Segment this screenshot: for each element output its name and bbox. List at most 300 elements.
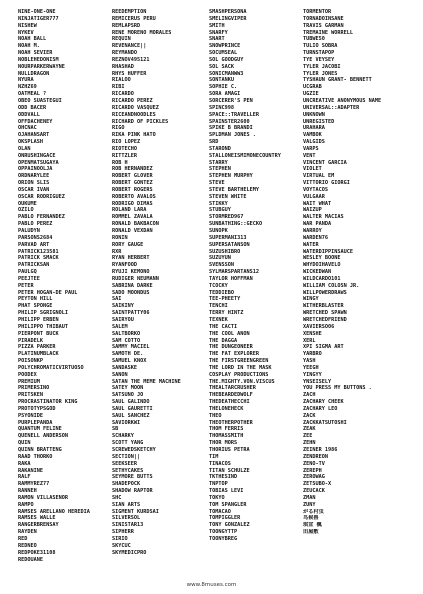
credit-name: SCREWEDSKETCHY — [112, 447, 156, 453]
credit-name: PEYTON HILL — [18, 296, 53, 303]
credit-name: RAAD THORKO — [18, 453, 53, 460]
credit-name: VINCENT GARCIA — [303, 159, 347, 166]
credit-name: ZEUCACK — [303, 488, 325, 495]
credit-name: WINGY — [303, 296, 319, 303]
credit-name: URAHARA — [303, 125, 325, 132]
credit-name: SONICMANWW3 — [209, 70, 244, 77]
credit-name: SUPERSATANSON — [209, 241, 250, 248]
credit-name: RAKA — [18, 460, 31, 467]
credit-name: OZILO — [18, 207, 34, 214]
credit-name: PARVAD ART — [18, 241, 50, 248]
credit-name: UGZIE — [303, 91, 319, 98]
credit-name: SHC — [112, 494, 122, 501]
credit-name: TOBIAS LEVI — [209, 488, 244, 495]
credit-name: WHYDOIHAVELO — [303, 262, 341, 269]
credit-name: WESLEY BOONE — [303, 255, 341, 262]
credit-name: POISONKP — [18, 358, 43, 365]
credit-name: YARBRO — [303, 351, 322, 358]
credit-name: RIGO — [112, 125, 125, 132]
credit-name: THE LORD IN THE MASK — [209, 364, 272, 371]
credit-name: SEEKSEER — [112, 460, 137, 467]
credit-name: OPENMATSUGAYA — [18, 159, 59, 166]
credit-name: SATEY MOON — [112, 385, 144, 392]
credit-name: ZENO-TV — [303, 460, 325, 467]
credit-name: YOU PRESS MY BUTTONS . — [303, 385, 372, 392]
credits-column-1 — [18, 9, 112, 563]
credit-name: SABRINA DARKE — [112, 282, 153, 289]
credit-name: SOL SACK — [209, 63, 234, 70]
credits-column-4 — [303, 9, 409, 536]
credit-name: SKYMEDICPRO — [112, 549, 147, 556]
credit-name: SILVERSOL — [112, 515, 141, 522]
credit-name: TOMPIGGLER — [209, 515, 241, 522]
credit-name: VOYTACOS — [303, 186, 328, 193]
credit-name: SAI — [112, 296, 122, 303]
credit-name: PEEJTEE — [18, 275, 40, 282]
credit-name: NZHZ69 — [18, 84, 37, 91]
credit-name: RONIN — [112, 234, 128, 241]
credit-name: がる村虫 — [303, 508, 324, 515]
credit-name: THE CACTI — [209, 323, 238, 330]
credit-name: SIPHERR — [112, 529, 134, 536]
credit-name: TCOCKY — [209, 282, 228, 289]
credit-name: RIOTECHO — [112, 145, 137, 152]
credit-name: SADO MOONDUS — [112, 289, 150, 296]
credits-column-2 — [112, 9, 205, 557]
credit-name: WALTER MACIAS — [303, 214, 344, 221]
credit-name: TKTHESIND — [209, 474, 238, 481]
credit-name: XPI SIGMA ART — [303, 344, 344, 351]
credit-name: RED — [18, 535, 28, 542]
credit-name: PHAT SPONGE — [18, 303, 53, 310]
credit-name: 琪宣 楓 — [303, 522, 322, 529]
credit-name: RORY GAUGE — [112, 241, 144, 248]
credit-name: NYKEV — [18, 29, 34, 36]
credit-name: YNSEISELY — [303, 378, 332, 385]
credit-name: ROMMEL ZAVALA — [112, 214, 153, 221]
credit-name: SKYCUC — [112, 542, 131, 549]
credit-name: THE.MIGHTY.VON.VISCUS — [209, 378, 275, 385]
credit-name: OSCAR IVAN — [18, 186, 50, 193]
credit-name: SHADEPOCK — [112, 481, 141, 488]
credit-name: PETER HOGAN-DE PAUL — [18, 289, 78, 296]
credit-name: YINGYY — [303, 371, 322, 378]
credit-name: RANNEH — [18, 488, 37, 495]
credit-name: SONTANKU — [209, 77, 234, 84]
credit-name: THOR MORS — [209, 440, 238, 447]
credit-name: TIM — [209, 453, 219, 460]
credit-name: ONRUSHINGACE — [18, 152, 56, 159]
credit-name: TOMACAO — [209, 508, 231, 515]
credit-name: STEPHEN MURPHY — [209, 173, 253, 180]
credit-name: TOM SPANGLER — [209, 501, 247, 508]
credit-name: RENE MORENO MORALES — [112, 29, 172, 36]
credit-name: PROCRASTINATOR KING — [18, 399, 78, 406]
credit-name: RXR — [112, 248, 122, 255]
credit-name: RAMSES WALLE — [18, 515, 56, 522]
credit-name: SATSUNO JO — [112, 392, 144, 399]
credit-name: SECTION|| — [112, 453, 141, 460]
credit-name: WITHERBLASTER — [303, 303, 344, 310]
credit-name: SPAINSTER2600 — [209, 118, 250, 125]
credit-name: THE COOL ANON — [209, 330, 250, 337]
credit-name: THEDEATHECCHI — [209, 399, 250, 406]
credit-name: YEEGH — [303, 364, 319, 371]
credit-name: ZACKKATSUTOSHI — [303, 419, 347, 426]
credit-name: PABLO PEREZ — [18, 221, 53, 228]
credit-name: VARPS — [303, 145, 319, 152]
credit-name: TERRY HINTZ — [209, 310, 244, 317]
credit-name: VITTORIO GIORGI — [303, 180, 350, 187]
credit-name: OJAHANSART — [18, 132, 50, 139]
credit-name: RIKA PINK HATO — [112, 132, 156, 139]
credit-name: WRETCHED SPAWN — [303, 310, 347, 317]
credit-name: RIBI — [112, 84, 125, 91]
credit-name: PIRADELK — [18, 337, 43, 344]
credit-name: REDOUANE — [18, 556, 43, 563]
credit-name: WAR PANDA — [303, 221, 332, 228]
credit-name: SAUL GAURETTI — [112, 405, 153, 412]
credit-name: PLATINUMBLACK — [18, 351, 59, 358]
credit-name: REDPOKE31108 — [18, 549, 56, 556]
credit-name: SIRIO — [112, 535, 128, 542]
credit-name: SAMMY MACIEL — [112, 344, 150, 351]
credit-name: SMELINGVIPER — [209, 15, 247, 22]
credit-name: SHADOW RAPTOR — [112, 488, 153, 495]
credit-name: QUANTUM FELINE — [18, 426, 62, 433]
credit-name: PIERPONT BUCK — [18, 330, 59, 337]
credit-name: ZACHARY CHEEK — [303, 399, 344, 406]
credit-name: PHILIPP ERBEN — [18, 316, 59, 323]
credit-name: ODD BACER — [18, 104, 47, 111]
credit-name: NULLDRAGON — [18, 70, 50, 77]
credit-name: ZACH — [303, 392, 316, 399]
credit-name: SANDASKE — [112, 364, 137, 371]
credit-name: SEYMORE BUTTS — [112, 474, 153, 481]
credit-name: THE DUNGEONEER — [209, 344, 253, 351]
credit-name: SAINTPATTY06 — [112, 310, 150, 317]
credit-name: UNCREATIVE ANONYMOUS NAME — [303, 97, 382, 104]
credit-name: ROB HERNANDEZ — [112, 166, 153, 173]
credit-name: THE DAGGA — [209, 337, 238, 344]
credit-name: RHASHAD — [112, 63, 134, 70]
credit-name: SAIKINY — [112, 303, 134, 310]
credit-name: SPACE::TRAVELLER — [209, 111, 259, 118]
credit-name: TONY GONZALEZ — [209, 522, 250, 529]
credit-name: RAMMYREZ77 — [18, 481, 50, 488]
credit-name: TAYLOR HOFFMAN — [209, 275, 253, 282]
credit-name: SORCERER'S PEN — [209, 97, 253, 104]
credit-name: RICARDO — [112, 91, 134, 98]
credit-name: PATRICKSAN — [18, 262, 50, 269]
credit-name: ROBERT GONTEZ — [112, 180, 153, 187]
credit-name: RICARDO VASQUEZ — [112, 104, 159, 111]
credit-name: VIRTUAL EM — [303, 173, 335, 180]
credit-name: THEOTHERPOTHER — [209, 419, 253, 426]
credit-name: POLYCHROMATICVIRTUOSO — [18, 364, 84, 371]
credit-name: SOCUMSEAL — [209, 50, 238, 57]
credit-name: TOONYBREG — [209, 535, 238, 542]
credit-name: WAIT WHAT — [303, 200, 332, 207]
credit-name: THOM FERRIS — [209, 426, 244, 433]
credit-name: RITTZLER — [112, 152, 137, 159]
credit-name: SB — [112, 426, 119, 433]
credit-name: TEXNEK — [209, 316, 228, 323]
credit-name: UCGRAB — [303, 84, 322, 91]
credits-column-3 — [209, 9, 299, 543]
credit-name: SNOWPRINCE — [209, 43, 241, 50]
credit-name: SUPERMANI313 — [209, 234, 247, 241]
credit-name: STEPHEN — [209, 166, 231, 173]
credit-name: REMICERUS PERU — [112, 15, 156, 22]
credit-name: REEDEMPTION — [112, 9, 147, 15]
credit-name: RAYDEN — [18, 529, 37, 536]
credit-name: RAMPO — [18, 501, 34, 508]
credit-name: TRAVIS GARMAN — [303, 22, 344, 29]
credit-name: REQUIN — [112, 36, 131, 43]
credit-name: PIZZA PARKER — [18, 344, 56, 351]
credit-name: OPPAINOOLJA — [18, 166, 53, 173]
credit-name: UNREGISTED — [303, 118, 335, 125]
credit-name: WICKEDWAN — [303, 269, 332, 276]
credit-name: VULGAAR — [303, 193, 325, 200]
credit-name: TORNADOINSANE — [303, 15, 344, 22]
credit-name: RHYS HUFFER — [112, 70, 147, 77]
credit-name: WRETCHEDFRIEND — [303, 316, 347, 323]
credit-name: PATRICK SMACK — [18, 255, 59, 262]
credit-name: SOPHIE C. — [209, 84, 238, 91]
credit-name: SAIRYOU — [112, 316, 134, 323]
credit-name: NOAH BALL — [18, 36, 47, 43]
credit-name: ORDNARYLEE — [18, 173, 50, 180]
credit-name: TENCHI — [209, 303, 228, 310]
credit-name: ZEAK — [303, 426, 316, 433]
credit-name: OKSPLASH — [18, 139, 43, 146]
credit-name: 鸟候兽 — [303, 515, 319, 522]
credit-name: SPLDMAN JONES . — [209, 132, 256, 139]
credit-name: ODDVALL — [18, 111, 40, 118]
credit-name: TREMAINE WORRELL — [303, 29, 353, 36]
credit-name: QUIN — [18, 440, 31, 447]
credit-name: THEBEARDEDWOLF — [209, 392, 253, 399]
credit-name: QUINN BRATTENG — [18, 447, 62, 453]
credit-name: RICEANDNOODLES — [112, 111, 156, 118]
credit-name: UNKNOWN — [303, 111, 325, 118]
credit-name: RAMON VILLASENOR — [18, 494, 68, 501]
credit-name: SUZUSHIBRO — [209, 248, 241, 255]
credit-name: OBEO SUASTEGUI — [18, 97, 62, 104]
credit-name: SIGMENT KURDSAI — [112, 508, 159, 515]
credit-name: WARROY — [303, 228, 322, 234]
credit-name: PAULGQ — [18, 269, 37, 276]
credit-name: VALGIDS — [303, 139, 325, 146]
site-watermark: www.8muses.com — [186, 582, 237, 588]
credit-name: ZENDREON — [303, 453, 328, 460]
credit-name: WATERDIPPINSAUCE — [303, 248, 353, 255]
credit-name: NOBLEHEDONISM — [18, 56, 59, 63]
credit-name: TUBWE50 — [303, 36, 325, 43]
credit-name: SAMOTH DE. — [112, 351, 144, 358]
credit-name: TEE-PHEETY — [209, 296, 241, 303]
credit-name: OHCNAC — [18, 125, 37, 132]
credit-name: RIO LOPEZ — [112, 139, 141, 146]
credit-name: QUENELL ANDERSON — [18, 433, 68, 440]
credit-name: SAVIORKWI — [112, 419, 141, 426]
credit-name: ZETSUBO-X — [303, 481, 332, 488]
credit-name: SUZUYUN — [209, 255, 231, 262]
credit-name: SRD — [209, 139, 219, 146]
credit-name: ORION SLIS — [18, 180, 50, 187]
credit-name: STAROND — [209, 145, 231, 152]
credit-name: PURPLEPANDA — [18, 419, 53, 426]
credit-name: VIOLET — [303, 166, 322, 173]
credit-name: RANGERBRENSAY — [18, 522, 59, 529]
credit-name: ZMAN — [303, 494, 316, 501]
credit-name: RODRIGO DIMAS — [112, 200, 153, 207]
credit-name: XERL — [303, 337, 316, 344]
credit-name: RALF — [18, 474, 31, 481]
credit-name: XAVIERSO06 — [303, 323, 335, 330]
credit-name: VENT — [303, 152, 316, 159]
credit-name: PSYONIDE — [18, 412, 43, 419]
credit-name: PRIMERSINO — [18, 385, 50, 392]
credit-name: SINISTAR13 — [112, 522, 144, 529]
credit-name: NOURPARKERWAYNE — [18, 63, 65, 70]
credit-name: RIALOO — [112, 77, 131, 84]
credit-name: SAM COTTO — [112, 337, 141, 344]
credit-name: RUDIGER NEUMANN — [112, 275, 159, 282]
credit-name: SCOTT YANG — [112, 440, 144, 447]
credit-name: THOMASSMITH — [209, 433, 244, 440]
credit-name: STEVE — [209, 180, 225, 187]
credit-name: SANON — [112, 371, 128, 378]
credit-name: PABLO FERNANDEZ — [18, 214, 65, 221]
credit-name: PREMIUM — [18, 378, 40, 385]
credit-name: ZEREPH — [303, 467, 322, 474]
credit-name: SETHYCAKES — [112, 467, 144, 474]
credit-name: TNPTOP — [209, 481, 228, 488]
credit-name: SAUL GALINDO — [112, 399, 150, 406]
credit-name: NOAH M. — [18, 43, 40, 50]
credit-name: SOL GOODGUY — [209, 56, 244, 63]
credit-name: STEVE BARTHELEMY — [209, 186, 259, 193]
credit-name: ZACK — [303, 412, 316, 419]
credit-name: SCHARKY — [112, 433, 134, 440]
credit-name: RAKANINE — [18, 467, 43, 474]
credit-name: SVENSSON — [209, 262, 234, 269]
credit-name: TOONGYTTP — [209, 529, 238, 536]
credit-name: REDNEO — [18, 542, 37, 549]
credit-name: NINE-ONE-ONE — [18, 9, 56, 15]
credit-name: SMITH — [209, 22, 225, 29]
credit-name: REYMANDO — [112, 50, 137, 57]
credit-name: ZEINER 1986 — [303, 447, 338, 453]
credit-name: TURNSTAPOP — [303, 50, 335, 57]
credit-name: RONALD VEXDAN — [112, 228, 153, 234]
credit-name: WARDEN76 — [303, 234, 328, 241]
credit-name: PARSONS2684 — [18, 234, 53, 241]
credit-name: STUBGUY — [209, 207, 231, 214]
credit-name: NINJATIGER777 — [18, 15, 59, 22]
credit-name: RONALD BAKBACON — [112, 221, 159, 228]
credit-name: SALTBORKO — [112, 330, 141, 337]
credit-name: STIKKY — [209, 200, 228, 207]
credit-name: STARRY — [209, 159, 228, 166]
credit-name: SMASHPERSONA — [209, 9, 247, 15]
credit-name: OUKUME — [18, 200, 37, 207]
credit-name: TORMENTOR — [303, 9, 332, 15]
credit-name: RYAN HERBERT — [112, 255, 150, 262]
credit-name: YASH — [303, 358, 316, 365]
credit-name: WAIZUP — [303, 207, 322, 214]
credit-name: PALUDYN — [18, 228, 40, 234]
credit-name: SNARFY — [209, 29, 228, 36]
credit-name: TINACOS — [209, 460, 231, 467]
credit-name: TYLER JONES — [303, 70, 338, 77]
credit-name: TULIO SOBRA — [303, 43, 338, 50]
credit-name: SYLMARSPARTANS12 — [209, 269, 259, 276]
credit-name: SUNBATHING::GECKO — [209, 221, 263, 228]
credit-name: PROTOTYPSGOD — [18, 405, 56, 412]
credit-name: PATRICK123581 — [18, 248, 59, 255]
credit-name: ZEE — [303, 433, 313, 440]
credit-name: THELONEHECK — [209, 405, 244, 412]
credit-name: PHILIP SGRIGNOLI — [18, 310, 68, 317]
credit-name: ROBERT ROGERS — [112, 186, 153, 193]
credit-name: ZEROWAG — [303, 474, 325, 481]
credit-name: VAMBOK — [303, 132, 322, 139]
credit-name: OATMEAL ? — [18, 91, 47, 98]
credit-name: SATAN THE MEME MACHINE — [112, 378, 181, 385]
credit-name: ZACHARY LEO — [303, 405, 338, 412]
credit-name: TITAN SCHULZE — [209, 467, 250, 474]
credit-name: STORMRED967 — [209, 214, 244, 221]
credit-name: ZUNY — [303, 501, 316, 508]
credit-name: THEO — [209, 412, 222, 419]
credit-name: SAMUEL KNOX — [112, 358, 147, 365]
credit-name: PHILIPPO THIBAUT — [18, 323, 68, 330]
credit-name: SALEM — [112, 323, 128, 330]
credit-name: TYSHAUN GRANT- BENNETT — [303, 77, 372, 84]
credit-name: THEALTARCRUSHER — [209, 385, 256, 392]
credit-name: OFFDACHENEY — [18, 118, 53, 125]
credit-name: TYLER JACOBI — [303, 63, 341, 70]
credit-name: SORA AMAGI — [209, 91, 241, 98]
credit-name: UNIVERSAL::ADAPTER — [303, 104, 360, 111]
credit-name: SPINC998 — [209, 104, 234, 111]
credit-name: TEDDIEBO — [209, 289, 234, 296]
credit-name: RYUJI KEMONO — [112, 269, 150, 276]
credit-name: NOAH SEVIER — [18, 50, 53, 57]
credit-name: PRITSKEN — [18, 392, 43, 399]
credit-name: OSCAR RODRIGUEZ — [18, 193, 65, 200]
credit-name: PETER — [18, 282, 34, 289]
credit-name: XENSHE — [303, 330, 322, 337]
credit-name: NYURA — [18, 77, 34, 84]
credit-name: ROBERT GLOVER — [112, 173, 153, 180]
credit-name: WILLIAM COLOSN JR. — [303, 282, 360, 289]
credit-name: ROLAND LARA — [112, 207, 147, 214]
credit-name: SIAN ARTS — [112, 501, 141, 508]
credit-name: POODEX — [18, 371, 37, 378]
credit-name: ROBERTO AVALOS — [112, 193, 156, 200]
credit-name: ROB H — [112, 159, 128, 166]
credit-name: REVENANCE|| — [112, 43, 147, 50]
credit-name: SNART — [209, 36, 225, 43]
credit-name: REMLAPSRD — [112, 22, 141, 29]
credit-name: REZNOV495121 — [112, 56, 150, 63]
credit-name: 田屋敷 — [303, 529, 319, 536]
